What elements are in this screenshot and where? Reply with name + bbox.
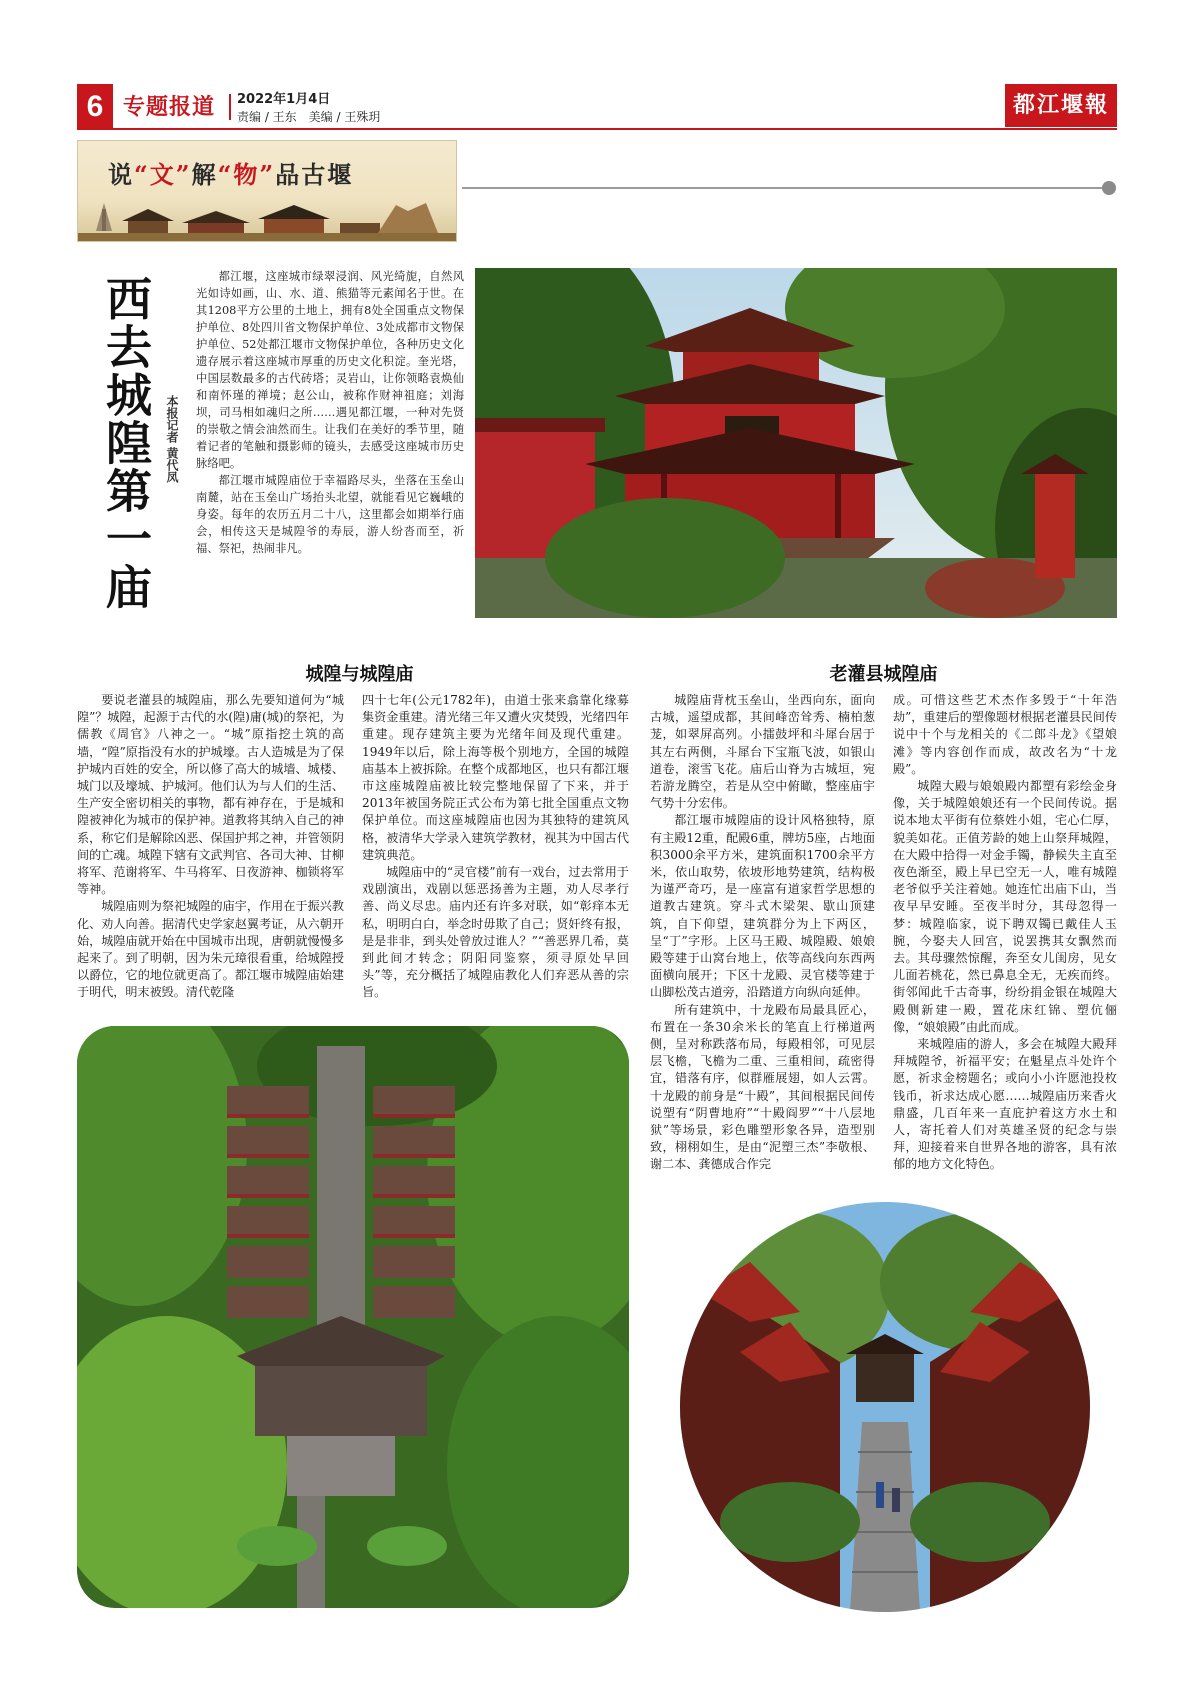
body-paragraph: 四十七年(公元1782年)，由道士张来翕靠化缘募集资金重建。清光绪三年又遭火灾焚毁，光绪四年重建。现存建筑主要为光绪年间及现代重建。1949年以后，除上海等极个别地方，全国的城隍庙基本上被拆除。在整个成都地区，也只有都江堰市这座城隍庙被比较完整地保留了下来，并于2013年被国务院正式公布为第七批全国重点文物保护单位。而这座城隍庙也因为其独特的建筑风格，被清华大学录入建筑学教材，视其为中国古代建筑典范。	[362, 693, 629, 862]
section-name: 专题报道	[123, 95, 216, 120]
photo-temple-pavilion	[475, 268, 1117, 618]
banner-rule	[462, 187, 1107, 189]
section-heading-old-guanxian-temple: 老灌县城隍庙	[829, 664, 938, 685]
section-heading-city-god: 城隍与城隍庙	[305, 664, 414, 685]
masthead-separator	[229, 94, 231, 120]
page-number: 6	[77, 84, 113, 129]
text-column-1	[77, 692, 344, 1002]
body-paragraph: 城隍庙则为祭祀城隍的庙宇，作用在于振兴教化、劝人向善。据清代史学家赵翼考证，从六朝开始，城隍庙就开始在中国城市出现，唐朝就慢慢多起来了。到了明朝，因为朱元璋很看重，给城隍授以爵位，它的地位就更高了。都江堰市城隍庙始建于明代，明末被毁。清代乾隆	[77, 899, 344, 1000]
article-byline: 本报记者 黄代凤	[165, 395, 179, 484]
newspaper-logo: 都江堰報	[1005, 84, 1117, 127]
editors-credit: 责编 / 王东 美编 / 王殊玥	[237, 110, 381, 124]
issue-date: 2022年1月4日	[237, 92, 331, 107]
body-paragraph: 成。可惜这些艺术杰作多毁于“十年浩劫”，重建后的塑像题材根据老灌县民间传说中十个与龙相关的《二郎斗龙》《望娘滩》等内容创作而成，故改名为“十龙殿”。	[893, 693, 1117, 776]
text-column-2	[362, 692, 629, 1002]
body-paragraph: 所有建筑中，十龙殿布局最具匠心，布置在一条30余米长的笔直上行梯道两侧，呈对称跌落布局，每殿相邻，可见层层飞檐，飞檐为二重、三重相间，疏密得宜，错落有序，似群雁展翅，如人云霄。十龙殿的前身是“十殿”，其间根据民间传说塑有“阴曹地府”“十殿阎罗”“十八层地狱”等场景，彩色雕塑形象各异，造型别致，栩栩如生，是由“泥塑三杰”李敬根、谢二本、龚德成合作完	[650, 1002, 875, 1172]
body-paragraph: 城隍大殿与娘娘殿内都塑有彩绘金身像，关于城隍娘娘还有一个民间传说。据说本地太平街有位蔡姓小姐，宅心仁厚，貌美如花。正值芳龄的她上山祭拜城隍，在大殿中拾得一对金手镯，静候失主直至夜色渐至，殿上早已空无一人，唯有城隍老爷似乎关注着她。她连忙出庙下山，当夜早早安睡。至夜半时分，其母忽得一梦：城隍临家，说下聘双镯已戴佳人玉腕，今娶夫人回宫，说罢携其女飘然而去。其母骤然惊醒，奔至女儿闺房，见女儿面若桃花，然已鼻息全无，无疾而终。街邻闻此千古奇事，纷纷捐金银在城隍大殿侧新建一殿，置花床红锦、塑伉俪像，“娘娘殿”由此而成。	[893, 779, 1117, 1034]
intro-paragraph: 都江堰市城隍庙位于幸福路尽头，坐落在玉垒山南麓，站在玉垒山广场抬头北望，就能看见它巍峨的身姿。每年的农历五月二十八，这里都会如期举行庙会，相传这天是城隍爷的寿辰，游人纷沓而至，祈福、祭祀，热闹非凡。	[196, 474, 464, 555]
article-headline: 西去城隍第一庙	[99, 275, 153, 611]
column-banner-title: 说“文”解“物”品古堰	[108, 160, 354, 189]
intro-paragraph: 都江堰，这座城市绿翠浸润、风光绮旎，自然风光如诗如画，山、水、道、熊猫等元素闻名于世。在其1208平方公里的土地上，拥有8处全国重点文物保护单位、8处四川省文物保护单位、3处成都市文物保护单位、52处都江堰市文物保护单位，各种历史文化遗存展示着这座城市厚重的历史文化积淀。奎光塔，中国层数最多的古代砖塔；灵岩山，让你领略袁焕仙和南怀瑾的禅境；赵公山，被称作财神祖庭；刘海坝，司马相如魂归之所……遇见都江堰，一种对先贤的崇敬之情会油然而生。让我们在美好的季节里，随着记者的笔触和摄影师的镜头，去感受这座城市历史脉络吧。	[196, 270, 464, 470]
body-paragraph: 来城隍庙的游人，多会在城隍大殿拜拜城隍爷，祈福平安；在魁星点斗处许个愿，祈求金榜题名；或向小小许愿池投枚钱币，祈求达成心愿……城隍庙历来香火鼎盛，几百年来一直庇护着这方水土和人，寄托着人们对英雄圣贤的纪念与崇拜，迎接着来自世界各地的游客，具有浓郁的地方文化特色。	[893, 1037, 1117, 1172]
body-paragraph: 都江堰市城隍庙的设计风格独特，原有主殿12重，配殿6重，牌坊5座，占地面积3000余平方米，建筑面积1700余平方米，依山取势，依坡形地势建筑，结构极为谨严奇巧，是一座富有道家哲学思想的道教古建筑。穿斗式木梁架、歇山顶建筑，自下仰望，建筑群分为上下两区，呈“丁”字形。上区马王殿、城隍殿、娘娘殿等建于山窝台地上，依等高线向东西两面横向展开；下区十龙殿、灵官楼等建于山脚松茂古道旁，沿踏道方向纵向延伸。	[650, 813, 875, 1000]
text-column-3	[650, 692, 875, 1174]
body-paragraph: 城隍庙背枕玉垒山，坐西向东，面向古城，遥望成都，其间峰峦耸秀、楠柏葱茏，如翠屏高列。小擂鼓坪和斗犀台居于其左右两侧，斗犀台下宝瓶飞波，如银山道卷，滚雪飞花。庙后山脊为古城垣，宛若游龙腾空，若是从空中俯瞰，整座庙宇气势十分宏伟。	[650, 693, 875, 811]
article-intro	[196, 268, 464, 557]
banner-skyline-illustration	[78, 201, 456, 241]
masthead-rule	[77, 128, 1117, 130]
banner-rule-end-dot	[1102, 181, 1116, 195]
column-banner	[77, 140, 457, 242]
page-masthead	[77, 84, 1117, 129]
text-column-4	[893, 692, 1117, 1174]
body-paragraph: 城隍庙中的“灵官楼”前有一戏台，过去常用于戏剧演出，戏剧以惩恶扬善为主题，劝人尽孝行善、尚义尽忠。庙内还有许多对联，如“彰痒本无私，明明白白，举念时毋欺了自己；贤奸终有报，是是非非，到头处曾放过谁人？”“善恶界几希，莫到此间才转念；阴阳同鉴察，须寻原处早回头”等，充分概括了城隍庙教化人们弃恶从善的宗旨。	[362, 865, 629, 1000]
photo-circular-temple-stairway	[680, 1202, 1090, 1612]
photo-aerial-temple-complex	[77, 1026, 629, 1608]
body-paragraph: 要说老灌县的城隍庙，那么先要知道何为“城隍”？城隍，起源于古代的水(隍)庸(城)的祭祀，为儒教《周官》八神之一。“城”原指挖土筑的高墙，“隍”原指没有水的护城壕。古人造城是为了保护城内百姓的安全，所以修了高大的城墙、城楼、城门以及壕城、护城河。他们认为与人们的生活、生产安全密切相关的事物，都有神存在，于是城和隍被神化为城市的保护神。道教将其纳入自己的神系，称它们是解除凶恶、保国护邦之神，并管领阴间的亡魂。城隍下辖有文武判官、各司大神、甘柳将军、范谢将军、牛马将军、日夜游神、枷锁将军等神。	[77, 693, 344, 897]
